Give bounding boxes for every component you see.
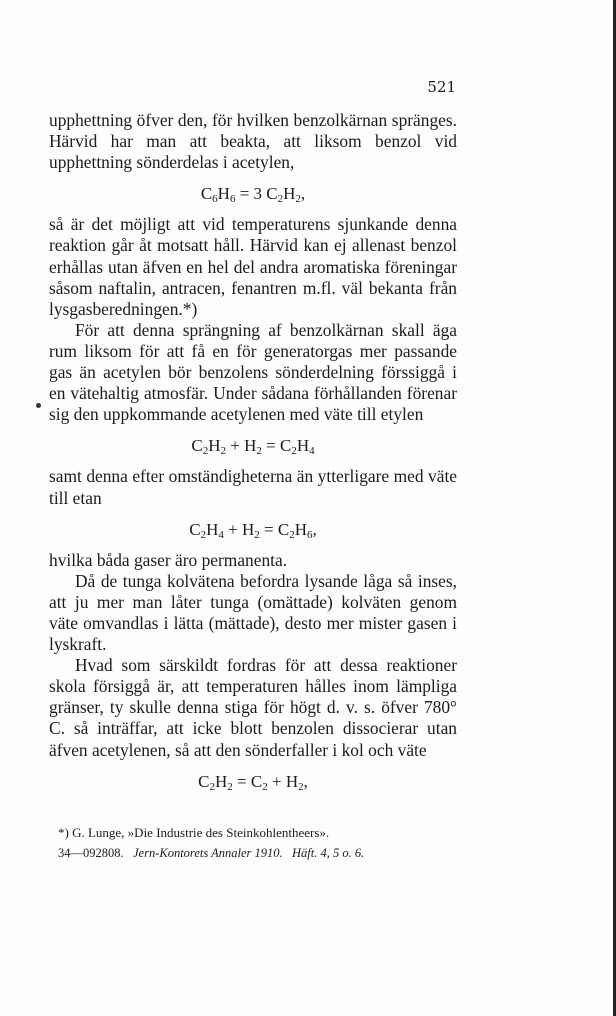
body-text: [49, 110, 457, 802]
paragraph-6: Då de tunga kolvätena befordra lysande låga så inses, att ju mer man låter tunga (omättade) kolväten genom väte omvandlas i lätta (mättade), desto mer mister gasen i lyskraft.: [49, 570, 457, 655]
margin-mark: [36, 403, 41, 408]
paragraph-2: så är det möjligt att vid temperaturens sjunkande denna reaktion går åt motsatt håll. Härvid kan ej allenast benzol erhållas utan äfven en hel del andra aromatiska föreningar såsom naftalin, antracen, fenantren m.fl. väl bekanta från lysgasberedningen.*): [49, 214, 457, 319]
paragraph-7: Hvad som särskildt fordras för att dessa reaktioner skola försiggå är, att temperaturen hålles inom lämpliga gränser, ty skulle denna stiga för högt d. v. s. öfver 780° C. så inträffar, att icke blott benzolen dissocierar utan äfven acetylenen, så att den sönderfaller i kol och väte: [49, 655, 457, 760]
page-number: 521: [427, 78, 456, 96]
paragraph-1: upphettning öfver den, för hvilken benzolkärnan spränges. Härvid har man att beakta, att liksom benzol vid upphettning sönderdelas i acetylen,: [49, 110, 457, 173]
footnote-reference: *) G. Lunge, »Die Industrie des Steinkohlentheers».: [58, 825, 330, 840]
paragraph-5: hvilka båda gaser äro permanenta.: [49, 549, 288, 570]
formula-acetylene-to-ethylene: $C_2H_2 + H_2 = C_2H_4$: [191, 436, 315, 458]
formula-acetylene-decomposition: $C_2H_2 = C_2 + H_2$,: [198, 771, 308, 793]
journal-title: Jern-Kontorets Annaler 1910.: [133, 846, 283, 860]
signature-line: [58, 843, 458, 864]
paragraph-3: För att denna sprängning af benzolkärnan skall äga rum liksom för att få en för generatorgas mer passande gas än acetylen bör benzolens sönderdelning förssiggå i en vätehaltig atmosfär. Under sådana förhållanden förenar sig den uppkommande acetylenen med väte till etylen: [49, 319, 457, 425]
formula-ethylene-to-ethane: $C_2H_4 + H_2 = C_2H_6$,: [189, 519, 317, 541]
journal-issue: Häft. 4, 5 o. 6.: [292, 846, 365, 860]
sheet-signature: 34—092808.: [58, 846, 124, 860]
footnotes: [58, 822, 458, 864]
paragraph-4: samt denna efter omständigheterna än ytterligare med väte till etan: [49, 466, 457, 508]
formula-benzene-decomposition: $C_6H_6 = 3$ $C_2H_2$,: [200, 184, 306, 206]
